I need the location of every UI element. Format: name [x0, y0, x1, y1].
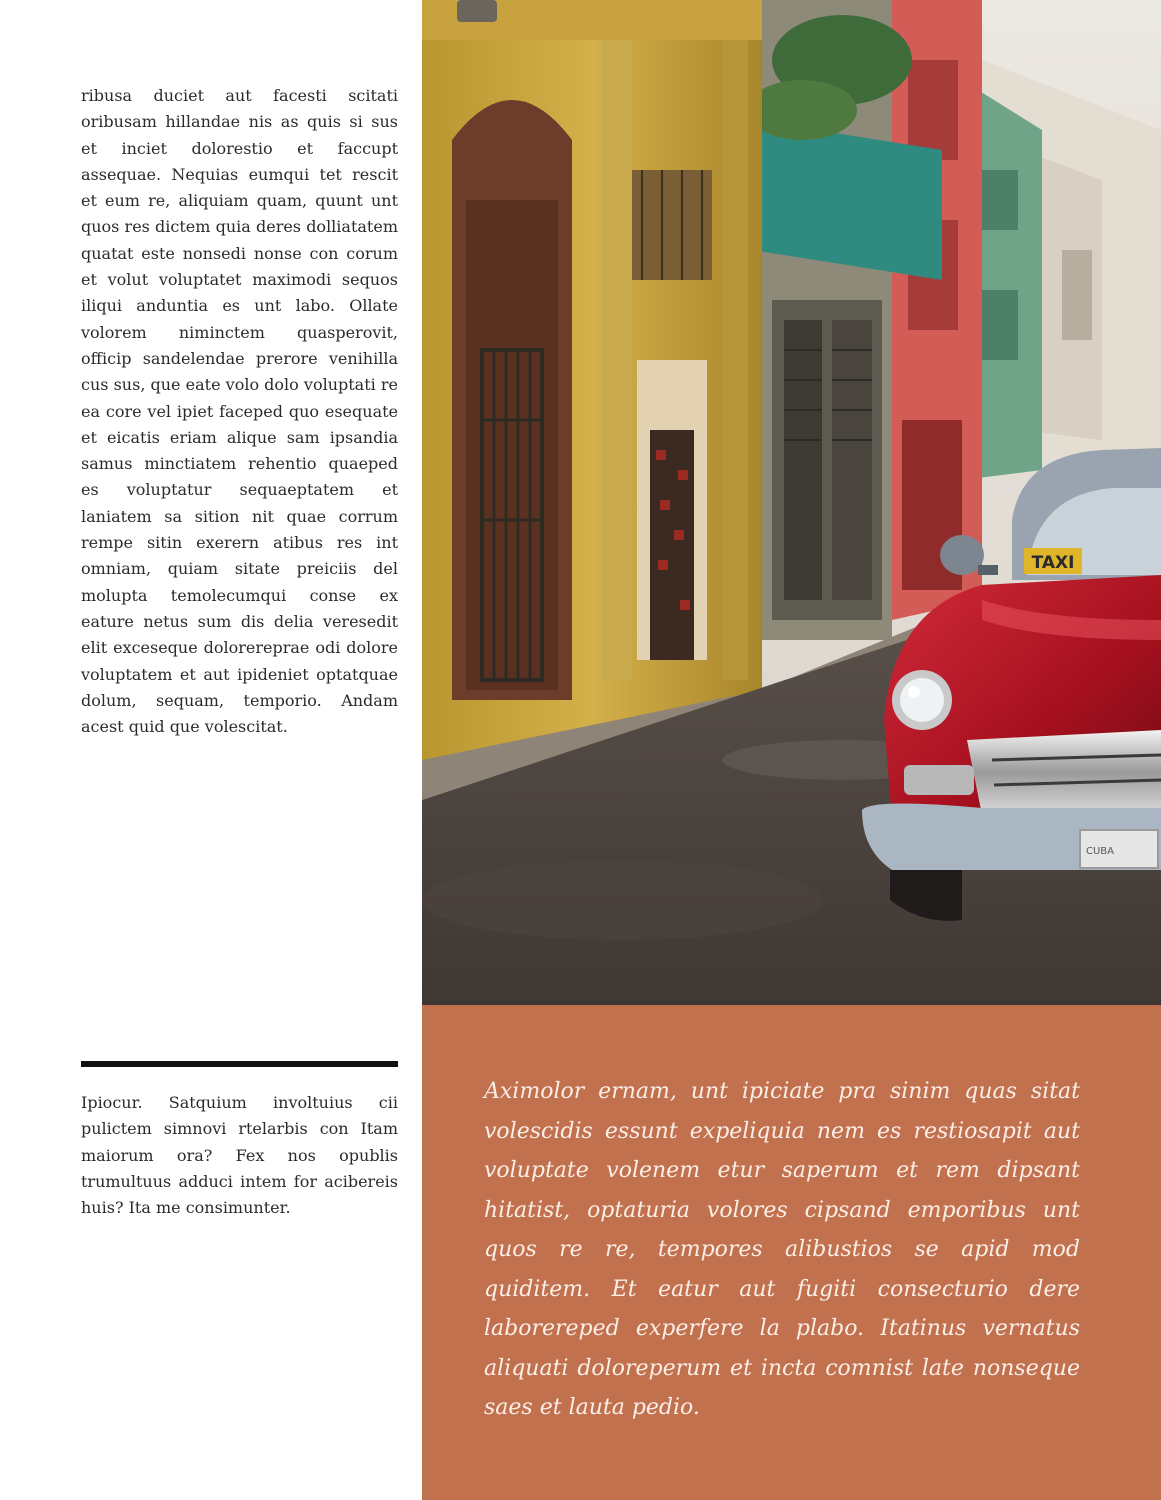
pull-quote-text: Aximolor ernam, unt ipiciate pra sinim quas sitat volescidis essunt expeliquia nem es restiosapit aut voluptate volenem etur saperum et rem dipsant hitatist, optaturia volores cipsand emporibus unt quos re re, tempores alibustios se apid mod quiditem. Et eatur aut fugiti consecturio dere laborereped experfere la plabo. Itatinus vernatus aliquati doloreperum et incta comnist late nonseque saes et lauta pedio. [484, 1079, 1080, 1420]
section-divider [81, 1061, 398, 1067]
pull-quote-panel [422, 1005, 1161, 1500]
taxi-sign: TAXI [1031, 553, 1075, 573]
havana-street-illustration [422, 0, 1161, 1005]
article-body-text: ribusa duciet aut facesti scitati oribusam hillandae nis as quis si sus et inciet dolorestio et faccupt assequae. Nequias eumqui tet rescit et eum re, aliquiam quam, quunt unt quos res dictem quia deres dolliatatem quatat este nonsedi nonse con corum et volut voluptatet maximodi sequos iliqui anduntia es unt labo. Ollate volorem niminctem quasperovit, officip sandelendae prerore venihilla cus sus, que eate volo dolo voluptati re ea core vel ipiet faceped quo esequate et eicatis eriam alique sam ipsandia samus minctiatem rehentio quaeped es voluptatur sequaeptatem et laniatem sa sition nit quae corrum rempe sitin exerern atibus res int omniam, quiam sitate preiciis del molupta temolecumqui conse ex eature netus sum dis delia veresedit elit exceseque dolorereprae odi dolore voluptatem et aut ipideniet optatquae dolum, sequam, temporio. Andam acest quid que volescitat. [81, 86, 398, 737]
aside-text: Ipiocur. Satquium involtuius cii pulictem simnovi rtelarbis con Itam maiorum ora? Fex nos opublis trumultuus adduci intem for acibereis huis? Ita me consimunter. [81, 1093, 398, 1218]
license-plate: CUBA [1086, 846, 1115, 857]
street-photo [422, 0, 1161, 1005]
